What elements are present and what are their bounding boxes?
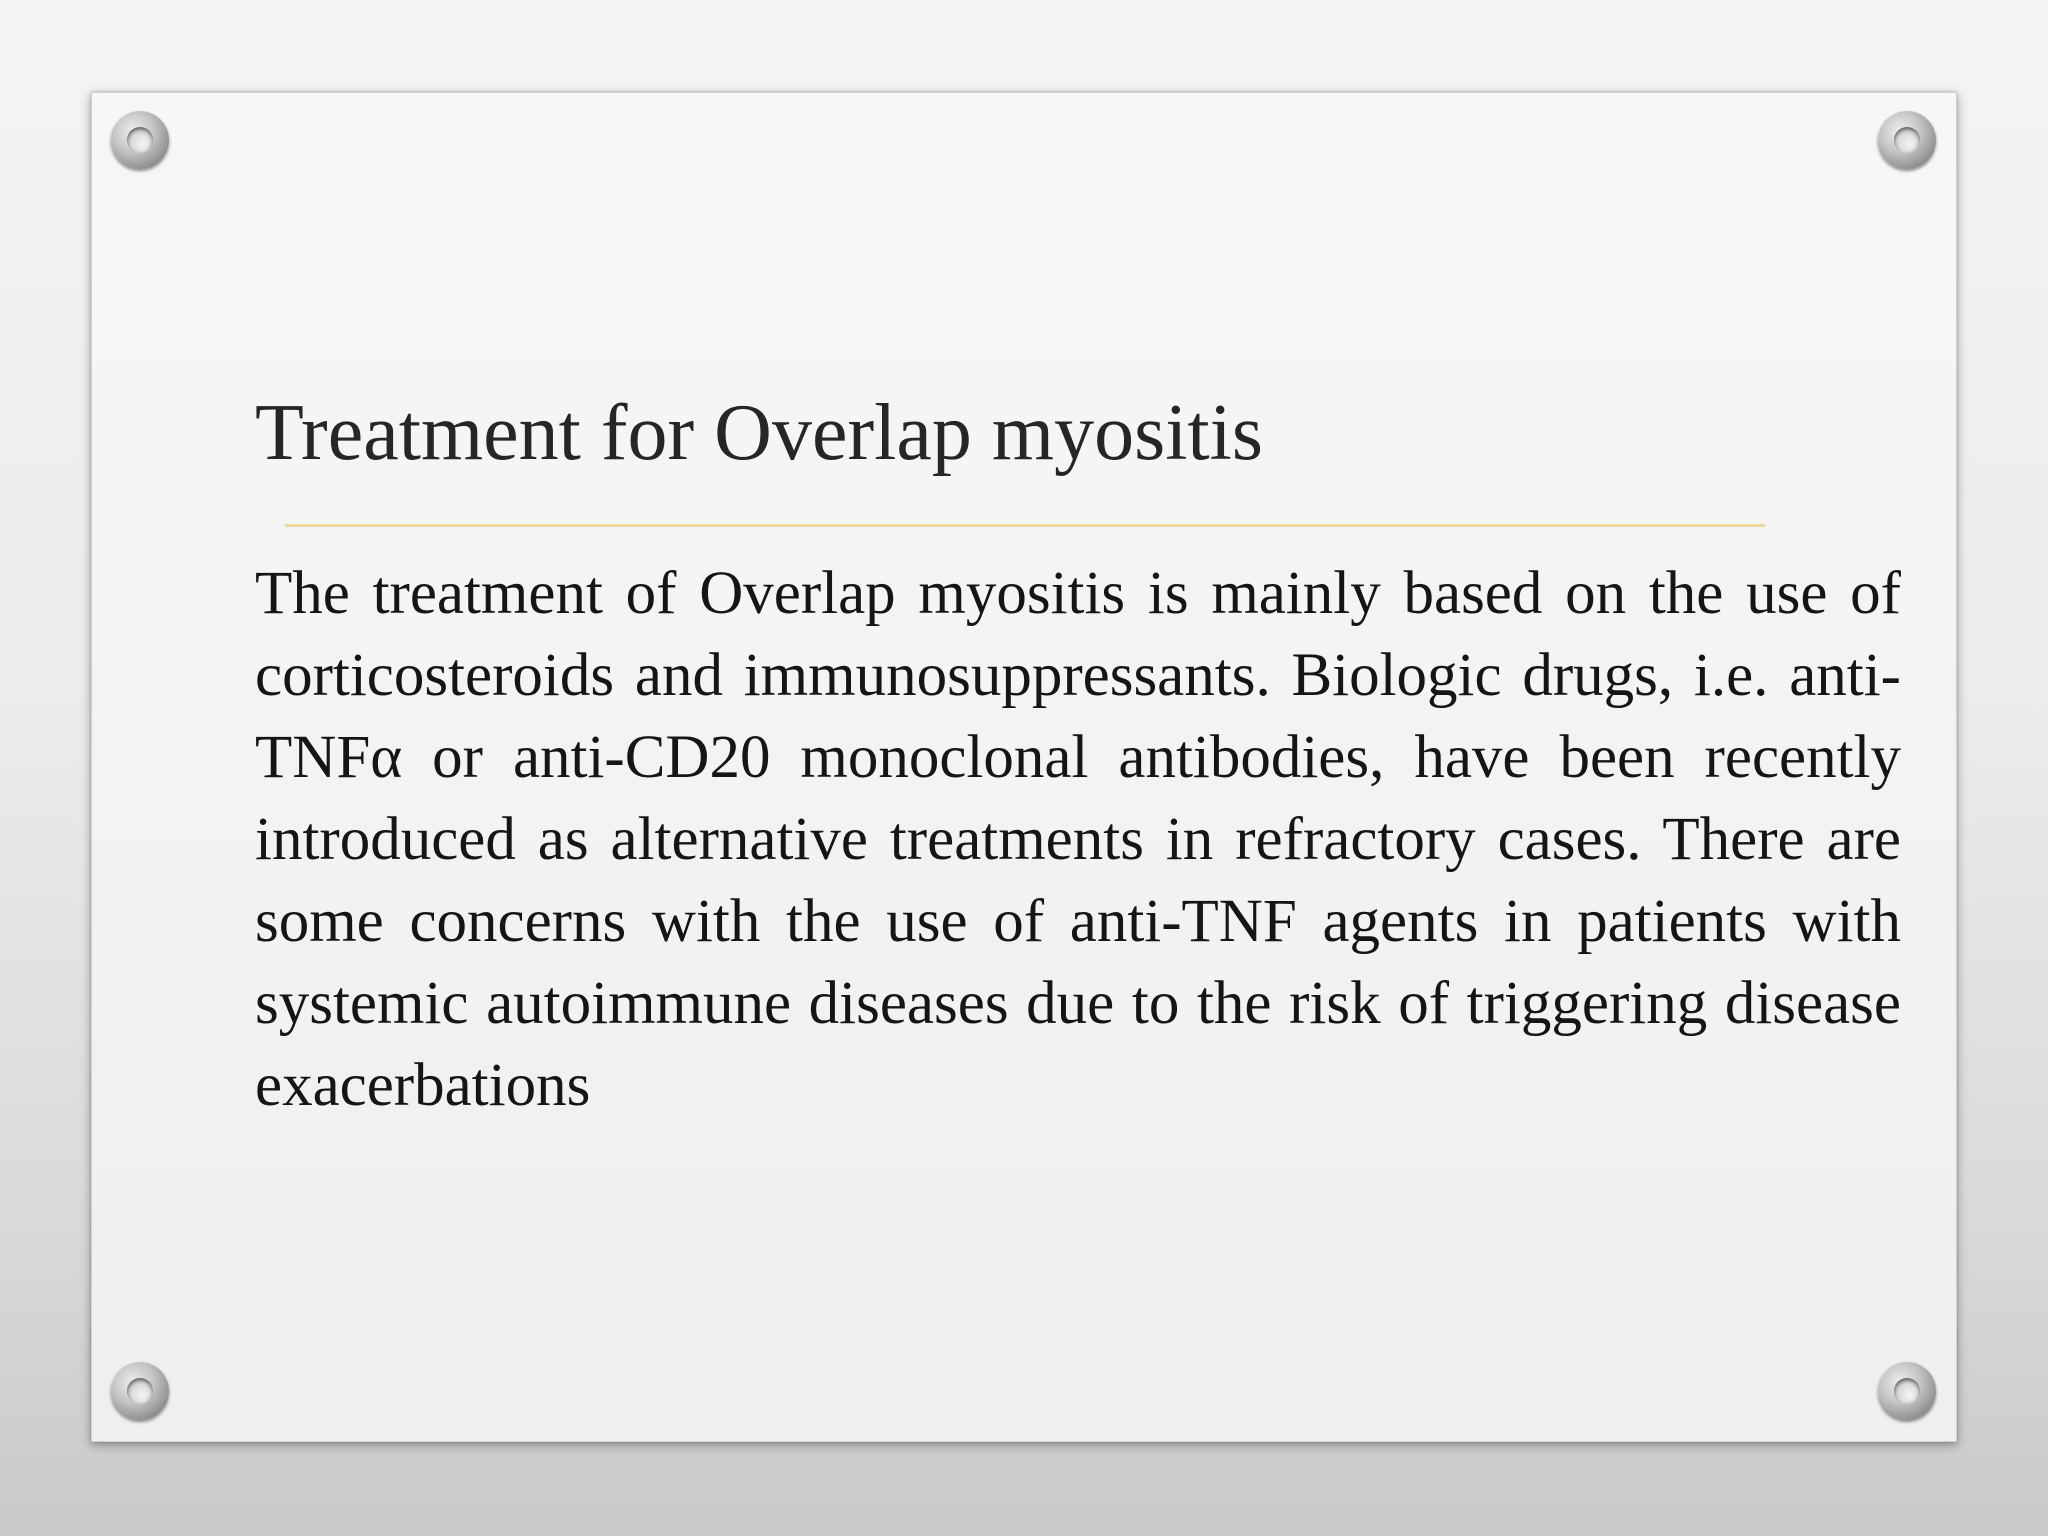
grommet-icon [111,111,169,169]
slide-body-text: The treatment of Overlap myositis is mainly based on the use of corticosteroids and immunosuppressants. Biologic drugs, i.e. anti-TNFα or anti-CD20 monoclonal antibodies, have been recently introduced as alternative treatments in refractory cases. There are some concerns with the use of anti-TNF agents in patients with systemic autoimmune diseases due to the risk of triggering disease exacerbations [255,560,1901,1119]
grommet-icon [1878,111,1936,169]
title-divider [285,524,1765,527]
grommet-icon [111,1362,169,1420]
grommet-icon [1878,1362,1936,1420]
slide-title: Treatment for Overlap myositis [255,389,1264,477]
